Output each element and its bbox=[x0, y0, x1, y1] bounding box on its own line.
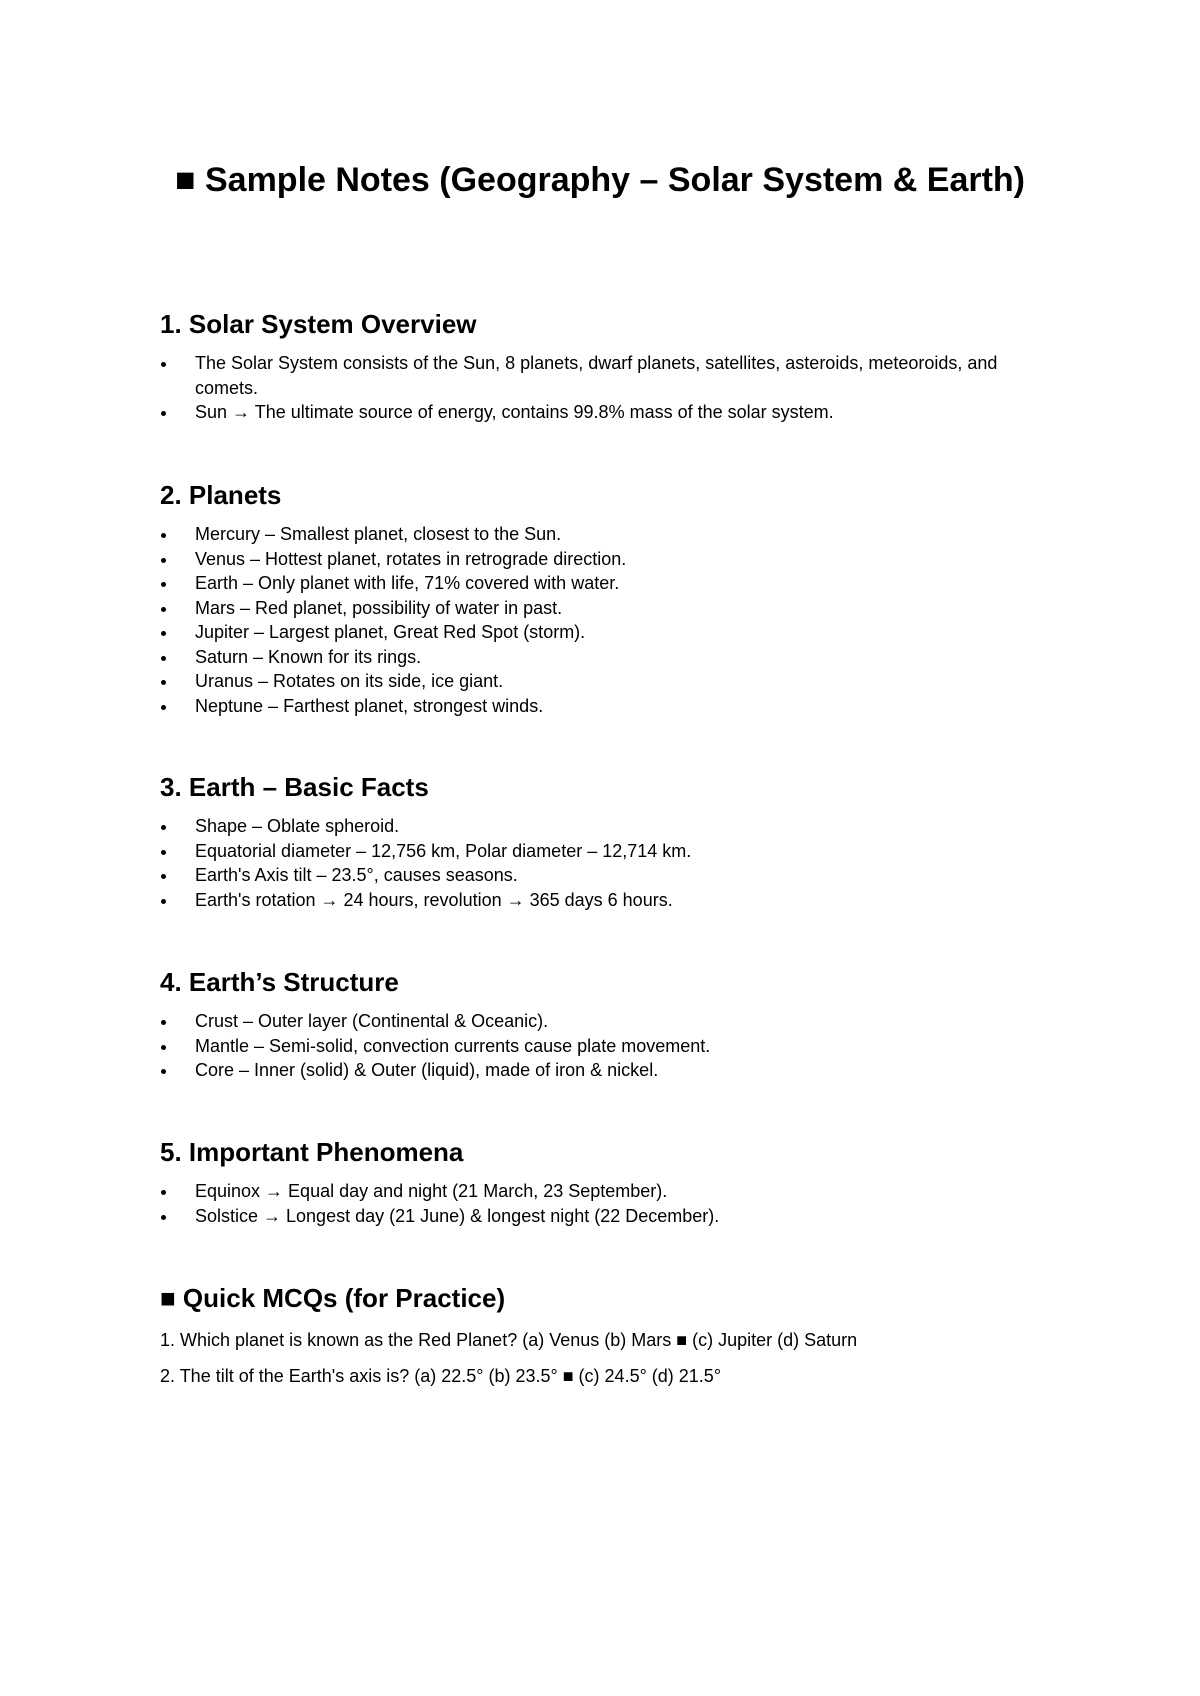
list-item: Mars – Red planet, possibility of water in past. bbox=[160, 596, 1025, 621]
bullet-icon bbox=[161, 411, 166, 416]
list-item: Solstice → Longest day (21 June) & longest night (22 December). bbox=[160, 1204, 1025, 1229]
bullet-list bbox=[160, 351, 1060, 425]
bullet-icon bbox=[161, 850, 166, 855]
section-heading: 1. Solar System Overview bbox=[160, 309, 477, 339]
bullet-list bbox=[160, 814, 1060, 912]
section-earth-basic-facts bbox=[160, 771, 1060, 912]
bullet-icon bbox=[161, 825, 166, 830]
bullet-icon bbox=[161, 1045, 166, 1050]
bullet-icon bbox=[161, 680, 166, 685]
list-item: Core – Inner (solid) & Outer (liquid), made of iron & nickel. bbox=[160, 1058, 1025, 1083]
section-planets bbox=[160, 479, 1060, 718]
bullet-icon bbox=[161, 362, 166, 367]
bullet-icon bbox=[161, 1069, 166, 1074]
list-item: Neptune – Farthest planet, strongest winds. bbox=[160, 694, 1025, 719]
bullet-icon bbox=[161, 656, 166, 661]
bullet-icon bbox=[161, 1190, 166, 1195]
document-title: ■ Sample Notes (Geography – Solar System & Earth) bbox=[175, 161, 1025, 199]
bullet-icon bbox=[161, 582, 166, 587]
list-item: Crust – Outer layer (Continental & Oceanic). bbox=[160, 1009, 1025, 1034]
bullet-icon bbox=[161, 1215, 166, 1220]
list-item: Equatorial diameter – 12,756 km, Polar diameter – 12,714 km. bbox=[160, 839, 1025, 864]
section-heading: 5. Important Phenomena bbox=[160, 1137, 464, 1167]
section-important-phenomena bbox=[160, 1136, 1060, 1228]
list-item: Equinox → Equal day and night (21 March, 23 September). bbox=[160, 1179, 1025, 1204]
section-heading: 3. Earth – Basic Facts bbox=[160, 772, 429, 802]
list-item: Saturn – Known for its rings. bbox=[160, 645, 1025, 670]
bullet-icon bbox=[161, 558, 166, 563]
list-item: Earth's Axis tilt – 23.5°, causes seasons. bbox=[160, 863, 1025, 888]
list-item: Jupiter – Largest planet, Great Red Spot (storm). bbox=[160, 620, 1025, 645]
section-heading: 2. Planets bbox=[160, 480, 282, 510]
section-earths-structure bbox=[160, 966, 1060, 1083]
list-item: Sun → The ultimate source of energy, contains 99.8% mass of the solar system. bbox=[160, 400, 1025, 425]
bullet-icon bbox=[161, 631, 166, 636]
section-quick-mcqs bbox=[160, 1282, 1060, 1400]
list-item: Mercury – Smallest planet, closest to the Sun. bbox=[160, 522, 1025, 547]
section-heading: ■ Quick MCQs (for Practice) bbox=[160, 1283, 506, 1313]
list-item: Venus – Hottest planet, rotates in retrograde direction. bbox=[160, 547, 1025, 572]
bullet-icon bbox=[161, 607, 166, 612]
bullet-icon bbox=[161, 874, 166, 879]
bullet-icon bbox=[161, 533, 166, 538]
mcq-question: 2. The tilt of the Earth's axis is? (a) 22.5° (b) 23.5° ■ (c) 24.5° (d) 21.5° bbox=[160, 1366, 722, 1386]
list-item: Earth – Only planet with life, 71% covered with water. bbox=[160, 571, 1025, 596]
section-heading: 4. Earth’s Structure bbox=[160, 967, 399, 997]
list-item: Uranus – Rotates on its side, ice giant. bbox=[160, 669, 1025, 694]
mcq-question: 1. Which planet is known as the Red Planet? (a) Venus (b) Mars ■ (c) Jupiter (d) Saturn bbox=[160, 1330, 858, 1350]
bullet-list bbox=[160, 522, 1060, 718]
bullet-icon bbox=[161, 1020, 166, 1025]
list-item: Mantle – Semi-solid, convection currents cause plate movement. bbox=[160, 1034, 1025, 1059]
bullet-list bbox=[160, 1179, 1060, 1228]
bullet-icon bbox=[161, 899, 166, 904]
bullet-list bbox=[160, 1009, 1060, 1083]
list-item: Shape – Oblate spheroid. bbox=[160, 814, 1025, 839]
section-solar-system-overview bbox=[160, 308, 1060, 425]
bullet-icon bbox=[161, 705, 166, 710]
list-item: The Solar System consists of the Sun, 8 planets, dwarf planets, satellites, asteroids, meteoroids, and comets. bbox=[160, 351, 1025, 400]
list-item: Earth's rotation → 24 hours, revolution → 365 days 6 hours. bbox=[160, 888, 1025, 913]
